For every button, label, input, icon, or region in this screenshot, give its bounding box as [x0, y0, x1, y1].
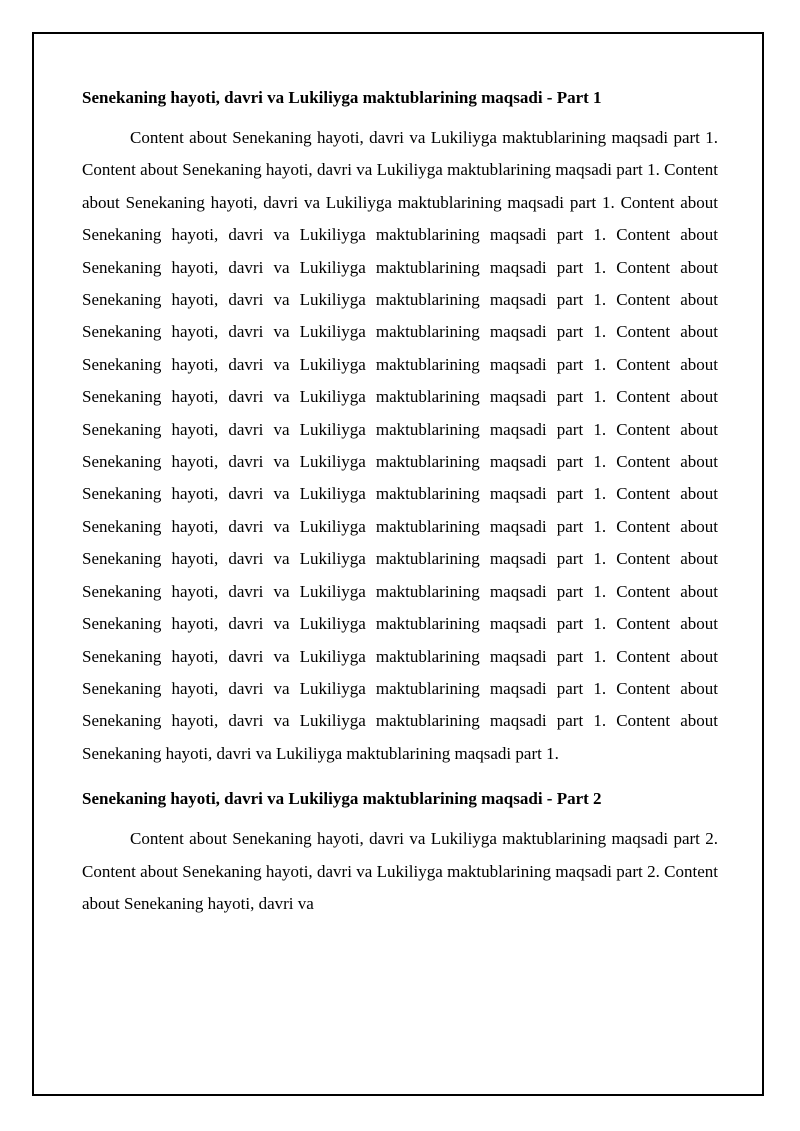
section-heading-part-1: Senekaning hayoti, davri va Lukiliyga maktublarining maqsadi - Part 1: [82, 88, 602, 107]
section-body-part-1: Content about Senekaning hayoti, davri va Lukiliyga maktublarining maqsadi part 1. Content about Senekaning hayoti, davri va Lukiliyga maktublarining maqsadi part 1. Content about Senekaning hayoti, davri va Lukiliyga maktublarining maqsadi part 1. Content about Senekaning hayoti, davri va Lukiliyga maktublarining maqsadi part 1. Content about Senekaning hayoti, davri va Lukiliyga maktublarining maqsadi part 1. Content about Senekaning hayoti, davri va Lukiliyga maktublarining maqsadi part 1. Content about Senekaning hayoti, davri va Lukiliyga maktublarining maqsadi part 1. Content about Senekaning hayoti, davri va Lukiliyga maktublarining maqsadi part 1. Content about Senekaning hayoti, davri va Lukiliyga maktublarining maqsadi part 1. Content about Senekaning hayoti, davri va Lukiliyga maktublarining maqsadi part 1. Content about Senekaning hayoti, davri va Lukiliyga maktublarining maqsadi part 1. Content about Senekaning hayoti, davri va Lukiliyga maktublarining maqsadi part 1. Content about Senekaning hayoti, davri va Lukiliyga maktublarining maqsadi part 1. Content about Senekaning hayoti, davri va Lukiliyga maktublarining maqsadi part 1. Content about Senekaning hayoti, davri va Lukiliyga maktublarining maqsadi part 1. Content about Senekaning hayoti, davri va Lukiliyga maktublarining maqsadi part 1. Content about Senekaning hayoti, davri va Lukiliyga maktublarining maqsadi part 1. Content about Senekaning hayoti, davri va Lukiliyga maktublarining maqsadi part 1. Content about Senekaning hayoti, davri va Lukiliyga maktublarining maqsadi part 1. Content about Senekaning hayoti, davri va Lukiliyga maktublarining maqsadi part 1.: [82, 128, 718, 763]
section-heading-part-2: Senekaning hayoti, davri va Lukiliyga maktublarining maqsadi - Part 2: [82, 789, 602, 809]
section-body-part-2: Content about Senekaning hayoti, davri va Lukiliyga maktublarining maqsadi part 2. Content about Senekaning hayoti, davri va Lukiliyga maktublarining maqsadi part 2. Content about Senekaning hayoti, davri va: [82, 829, 718, 913]
document-content: [82, 86, 718, 937]
